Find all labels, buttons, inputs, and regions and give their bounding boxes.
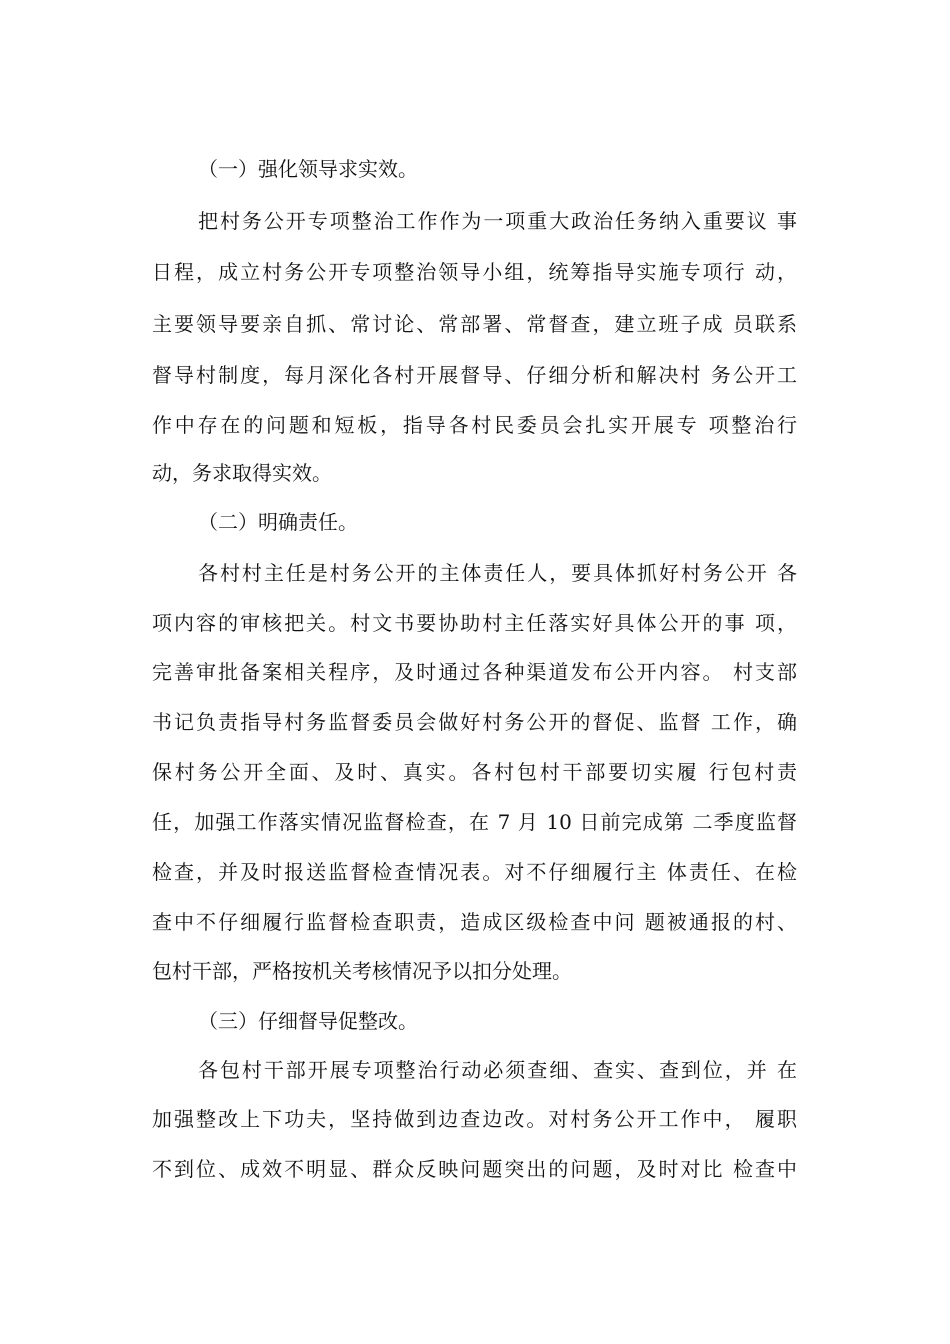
paragraph-line: 作中存在的问题和短板，指导各村民委员会扎实开展专 项整治行: [152, 413, 797, 437]
paragraph-line: 书记负责指导村务监督委员会做好村务公开的督促、监督 工作，确: [152, 710, 797, 734]
paragraph-line: 督导村制度，每月深化各村开展督导、仔细分析和解决村 务公开工: [152, 363, 797, 387]
section-heading: （一）强化领导求实效。: [198, 157, 418, 181]
paragraph-line: 查中不仔细履行监督检查职责，造成区级检查中问 题被通报的村、: [152, 910, 797, 934]
section-heading: （三）仔细督导促整改。: [198, 1009, 418, 1033]
paragraph-line: 加强整改上下功夫，坚持做到边查边改。对村务公开工作中， 履职: [152, 1107, 797, 1131]
paragraph-line: 检查，并及时报送监督检查情况表。对不仔细履行主 体责任、在检: [152, 860, 797, 884]
paragraph-line: 完善审批备案相关程序，及时通过各种渠道发布公开内容。 村支部: [152, 660, 797, 684]
paragraph-line: 各包村干部开展专项整治行动必须查细、查实、查到位，并 在: [198, 1058, 797, 1082]
paragraph-line: 动，务求取得实效。: [152, 461, 332, 485]
paragraph-line: 包村干部，严格按机关考核情况予以扣分处理。: [152, 959, 572, 983]
paragraph-line: 不到位、成效不明显、群众反映问题突出的问题，及时对比 检查中: [152, 1157, 797, 1181]
paragraph-line: 保村务公开全面、及时、真实。各村包村干部要切实履 行包村责: [152, 760, 797, 784]
paragraph-line: 项内容的审核把关。村文书要协助村主任落实好具体公开的事 项，: [152, 611, 797, 635]
section-heading: （二）明确责任。: [198, 510, 358, 534]
paragraph-line: 各村村主任是村务公开的主体责任人，要具体抓好村务公开 各: [198, 561, 797, 585]
paragraph-line: 把村务公开专项整治工作作为一项重大政治任务纳入重要议 事: [198, 209, 797, 233]
paragraph-line: 日程，成立村务公开专项整治领导小组，统筹指导实施专项行 动，: [152, 260, 797, 284]
paragraph-line: 任，加强工作落实情况监督检查，在 7 月 10 日前完成第 二季度监督: [152, 810, 797, 834]
paragraph-line: 主要领导要亲自抓、常讨论、常部署、常督查，建立班子成 员联系: [152, 312, 797, 336]
